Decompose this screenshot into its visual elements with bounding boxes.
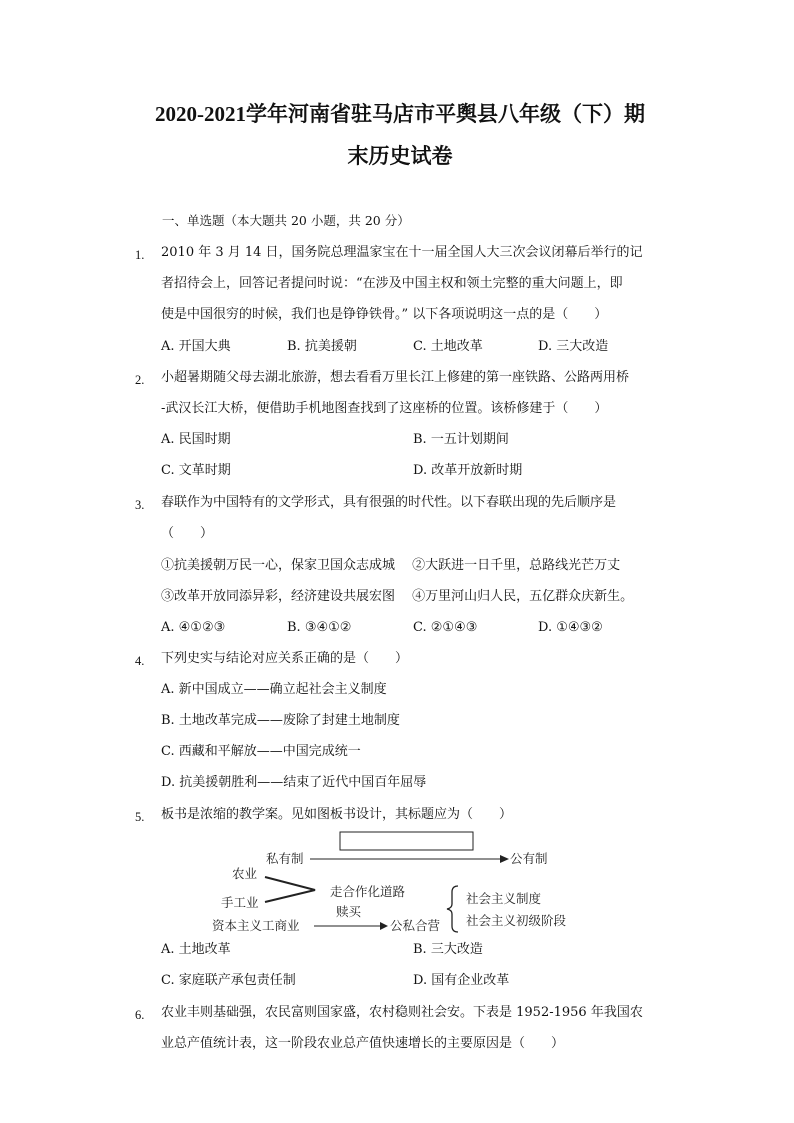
option-d: D. 抗美援朝胜利——结束了近代中国百年屈辱 bbox=[161, 775, 427, 790]
question-text-line: 2010 年 3 月 14 日，国务院总理温家宝在十一届全国人大三次会议闭幕后举行的记 bbox=[161, 245, 643, 260]
page-title-line-2: 末历史试卷 bbox=[347, 144, 453, 168]
option-d: D. 三大改造 bbox=[538, 339, 609, 354]
option-c: C. 西藏和平解放——中国完成统一 bbox=[161, 744, 361, 759]
label-system: 社会主义制度 bbox=[466, 891, 542, 906]
question-text-line: 使是中国很穷的时候，我们也是铮铮铁骨。” 以下各项说明这一点的是（ ） bbox=[161, 307, 608, 322]
label-handicraft: 手工业 bbox=[221, 895, 259, 910]
page-title-line-1: 2020-2021学年河南省驻马店市平舆县八年级（下）期 bbox=[155, 102, 645, 126]
blackboard-diagram bbox=[200, 826, 600, 938]
question-number: 1. bbox=[135, 248, 145, 262]
question-number: 3. bbox=[135, 498, 145, 512]
question-text-line: ①抗美援朝万民一心，保家卫国众志成城 ②大跃进一日千里，总路线光芒万丈 bbox=[161, 558, 621, 573]
question-number: 4. bbox=[135, 654, 145, 668]
label-redemption: 赎买 bbox=[336, 904, 362, 919]
merge-lines bbox=[265, 877, 315, 902]
label-stage: 社会主义初级阶段 bbox=[466, 913, 567, 928]
option-b: B. 抗美援朝 bbox=[287, 339, 357, 354]
option-c: C. 文革时期 bbox=[161, 463, 231, 478]
option-b: B. ③④①② bbox=[287, 620, 352, 635]
label-capitalist: 资本主义工商业 bbox=[212, 918, 300, 933]
option-c: C. 土地改革 bbox=[413, 339, 483, 354]
option-b: B. 土地改革完成——废除了封建土地制度 bbox=[161, 713, 400, 728]
question-text-line: 板书是浓缩的教学案。见如图板书设计，其标题应为（ ） bbox=[161, 807, 513, 822]
brace bbox=[447, 886, 458, 932]
question-text-line: ③改革开放同添异彩，经济建设共展宏图 ④万里河山归人民，五亿群众庆新生。 bbox=[161, 589, 634, 604]
label-public: 公有制 bbox=[510, 851, 548, 866]
question-text-line: 小超暑期随父母去湖北旅游，想去看看万里长江上修建的第一座铁路、公路两用桥 bbox=[161, 370, 630, 385]
question-text-line: （ ） bbox=[161, 526, 214, 541]
option-a: A. 土地改革 bbox=[161, 942, 231, 957]
question-number: 2. bbox=[135, 373, 145, 387]
label-joint: 公私合营 bbox=[390, 918, 441, 933]
arrowhead bbox=[380, 922, 388, 930]
question-text-line: 下列史实与结论对应关系正确的是（ ） bbox=[161, 651, 409, 666]
label-agriculture: 农业 bbox=[232, 866, 258, 881]
section-heading: 一、单选题（本大题共 20 小题，共 20 分） bbox=[162, 213, 410, 228]
option-d: D. 国有企业改革 bbox=[413, 973, 510, 988]
question-text-line: 春联作为中国特有的文学形式，具有很强的时代性。以下春联出现的先后顺序是 bbox=[161, 495, 617, 510]
option-a: A. 开国大典 bbox=[161, 339, 231, 354]
option-d: D. 改革开放新时期 bbox=[413, 463, 523, 478]
question-text-line: -武汉长江大桥，便借助手机地图查找到了这座桥的位置。该桥修建于（ ） bbox=[161, 401, 608, 416]
option-d: D. ①④③② bbox=[538, 620, 603, 635]
question-number: 6. bbox=[135, 1008, 145, 1022]
arrowhead bbox=[500, 855, 509, 863]
option-b: B. 一五计划期间 bbox=[413, 432, 509, 447]
label-coop-road: 走合作化道路 bbox=[330, 884, 406, 899]
option-a: A. 新中国成立——确立起社会主义制度 bbox=[161, 682, 387, 697]
question-text-line: 农业丰则基础强，农民富则国家盛，农村稳则社会安。下表是 1952-1956 年我国农 bbox=[161, 1005, 643, 1020]
question-text-line: 者招待会上，回答记者提问时说：“在涉及中国主权和领土完整的重大问题上，即 bbox=[161, 276, 623, 291]
option-a: A. 民国时期 bbox=[161, 432, 231, 447]
title-blank-box bbox=[340, 832, 473, 850]
option-c: C. 家庭联产承包责任制 bbox=[161, 973, 296, 988]
label-private: 私有制 bbox=[266, 851, 304, 866]
option-a: A. ④①②③ bbox=[161, 620, 226, 635]
question-number: 5. bbox=[135, 810, 145, 824]
option-b: B. 三大改造 bbox=[413, 942, 483, 957]
question-text-line: 业总产值统计表，这一阶段农业总产值快速增长的主要原因是（ ） bbox=[161, 1036, 565, 1051]
option-c: C. ②①④③ bbox=[413, 620, 478, 635]
